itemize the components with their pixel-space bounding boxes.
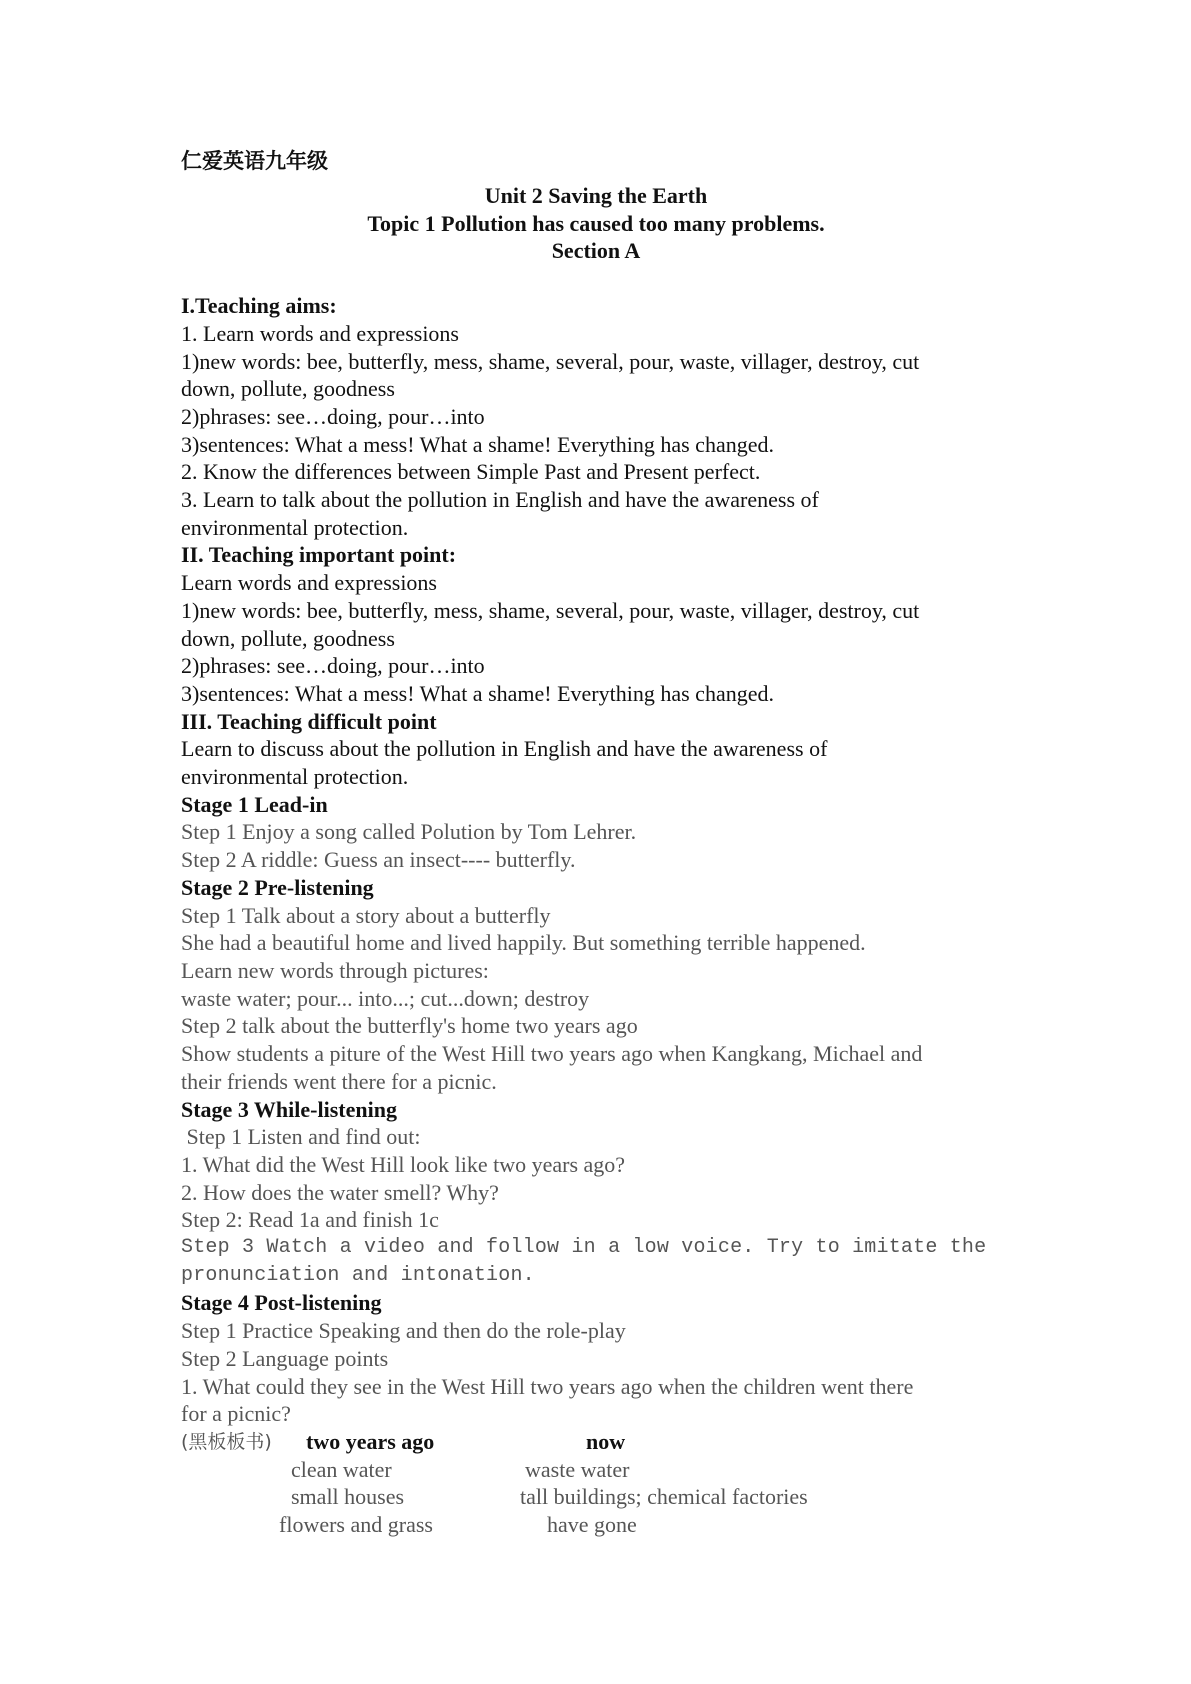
stage2-line: waste water; pour... into...; cut...down; destroy [181,985,590,1011]
blackboard-row-right: tall buildings; chemical factories [520,1484,808,1510]
blackboard-row [181,1456,1011,1484]
important-line: Learn words and expressions [181,570,437,596]
stage1-line: Step 2 A riddle: Guess an insect---- butterfly. [181,847,576,873]
aims-heading: I.Teaching aims: [181,293,337,319]
aims-line: 2. Know the differences between Simple Past and Present perfect. [181,459,761,485]
aims-line: 1)new words: bee, butterfly, mess, shame, several, pour, waste, villager, destroy, cut [181,348,920,374]
aims-line: 3. Learn to talk about the pollution in English and have the awareness of [181,487,819,513]
important-heading: II. Teaching important point: [181,542,457,568]
spacer [181,265,1011,292]
stage2-line: She had a beautiful home and lived happily. But something terrible happened. [181,930,866,956]
stage3-mono-line: Step 3 Watch a video and follow in a low voice. Try to imitate the [181,1236,987,1260]
document-page [181,140,1011,1539]
stage1-heading: Stage 1 Lead-in [181,791,328,817]
blackboard-row-left: flowers and grass [279,1512,433,1538]
aims-line: 2)phrases: see…doing, pour…into [181,403,485,429]
blackboard-row [181,1511,1011,1539]
blackboard-header-row [181,1428,1011,1456]
unit-title: Unit 2 Saving the Earth [484,183,708,208]
stage3-line: 2. How does the water smell? Why? [181,1179,499,1205]
stage2-heading: Stage 2 Pre-listening [181,874,374,900]
stage1-line: Step 1 Enjoy a song called Polution by Tom Lehrer. [181,819,637,845]
stage3-line: Step 2: Read 1a and finish 1c [181,1207,439,1233]
stage3-line: 1. What did the West Hill look like two years ago? [181,1151,626,1177]
section-title: Section A [551,238,641,264]
difficult-heading: III. Teaching difficult point [181,708,437,734]
stage3-line: Step 1 Listen and find out: [181,1124,421,1150]
aims-line: down, pollute, goodness [181,376,395,402]
stage4-line: Step 2 Language points [181,1345,389,1371]
aims-line: 3)sentences: What a mess! What a shame! Everything has changed. [181,431,774,457]
stage4-line: for a picnic? [181,1401,291,1427]
blackboard-tag: (黑板板书) [181,1430,272,1453]
stage2-line: Show students a piture of the West Hill two years ago when Kangkang, Michael and [181,1041,923,1067]
difficult-line: Learn to discuss about the pollution in English and have the awareness of [181,736,828,762]
stage2-line: their friends went there for a picnic. [181,1068,497,1094]
stage2-line: Learn new words through pictures: [181,957,489,983]
blackboard-row-right: waste water [525,1456,630,1482]
stage3-heading: Stage 3 While-listening [181,1096,397,1122]
aims-line: environmental protection. [181,514,409,540]
stage4-line: 1. What could they see in the West Hill two years ago when the children went there [181,1373,914,1399]
topic-title: Topic 1 Pollution has caused too many problems. [367,210,825,236]
blackboard-col1-header: two years ago [306,1428,435,1454]
series-title: 仁爱英语九年级 [181,149,328,173]
stage4-heading: Stage 4 Post-listening [181,1290,382,1316]
blackboard-row-right: have gone [547,1512,637,1538]
difficult-line: environmental protection. [181,764,409,790]
stage4-line: Step 1 Practice Speaking and then do the role-play [181,1318,626,1344]
blackboard-notes [181,1428,1011,1539]
important-line: down, pollute, goodness [181,625,395,651]
blackboard-row-left: clean water [291,1456,392,1482]
blackboard-row-left: small houses [291,1484,405,1510]
important-line: 1)new words: bee, butterfly, mess, shame, several, pour, waste, villager, destroy, cut [181,597,920,623]
aims-line: 1. Learn words and expressions [181,320,459,346]
stage3-mono-line: pronunciation and intonation. [181,1263,535,1287]
important-line: 2)phrases: see…doing, pour…into [181,653,485,679]
blackboard-col2-header: now [586,1428,626,1454]
stage2-line: Step 1 Talk about a story about a butterfly [181,902,551,928]
blackboard-row [181,1483,1011,1511]
important-line: 3)sentences: What a mess! What a shame! Everything has changed. [181,680,774,706]
stage2-line: Step 2 talk about the butterfly's home two years ago [181,1013,638,1039]
